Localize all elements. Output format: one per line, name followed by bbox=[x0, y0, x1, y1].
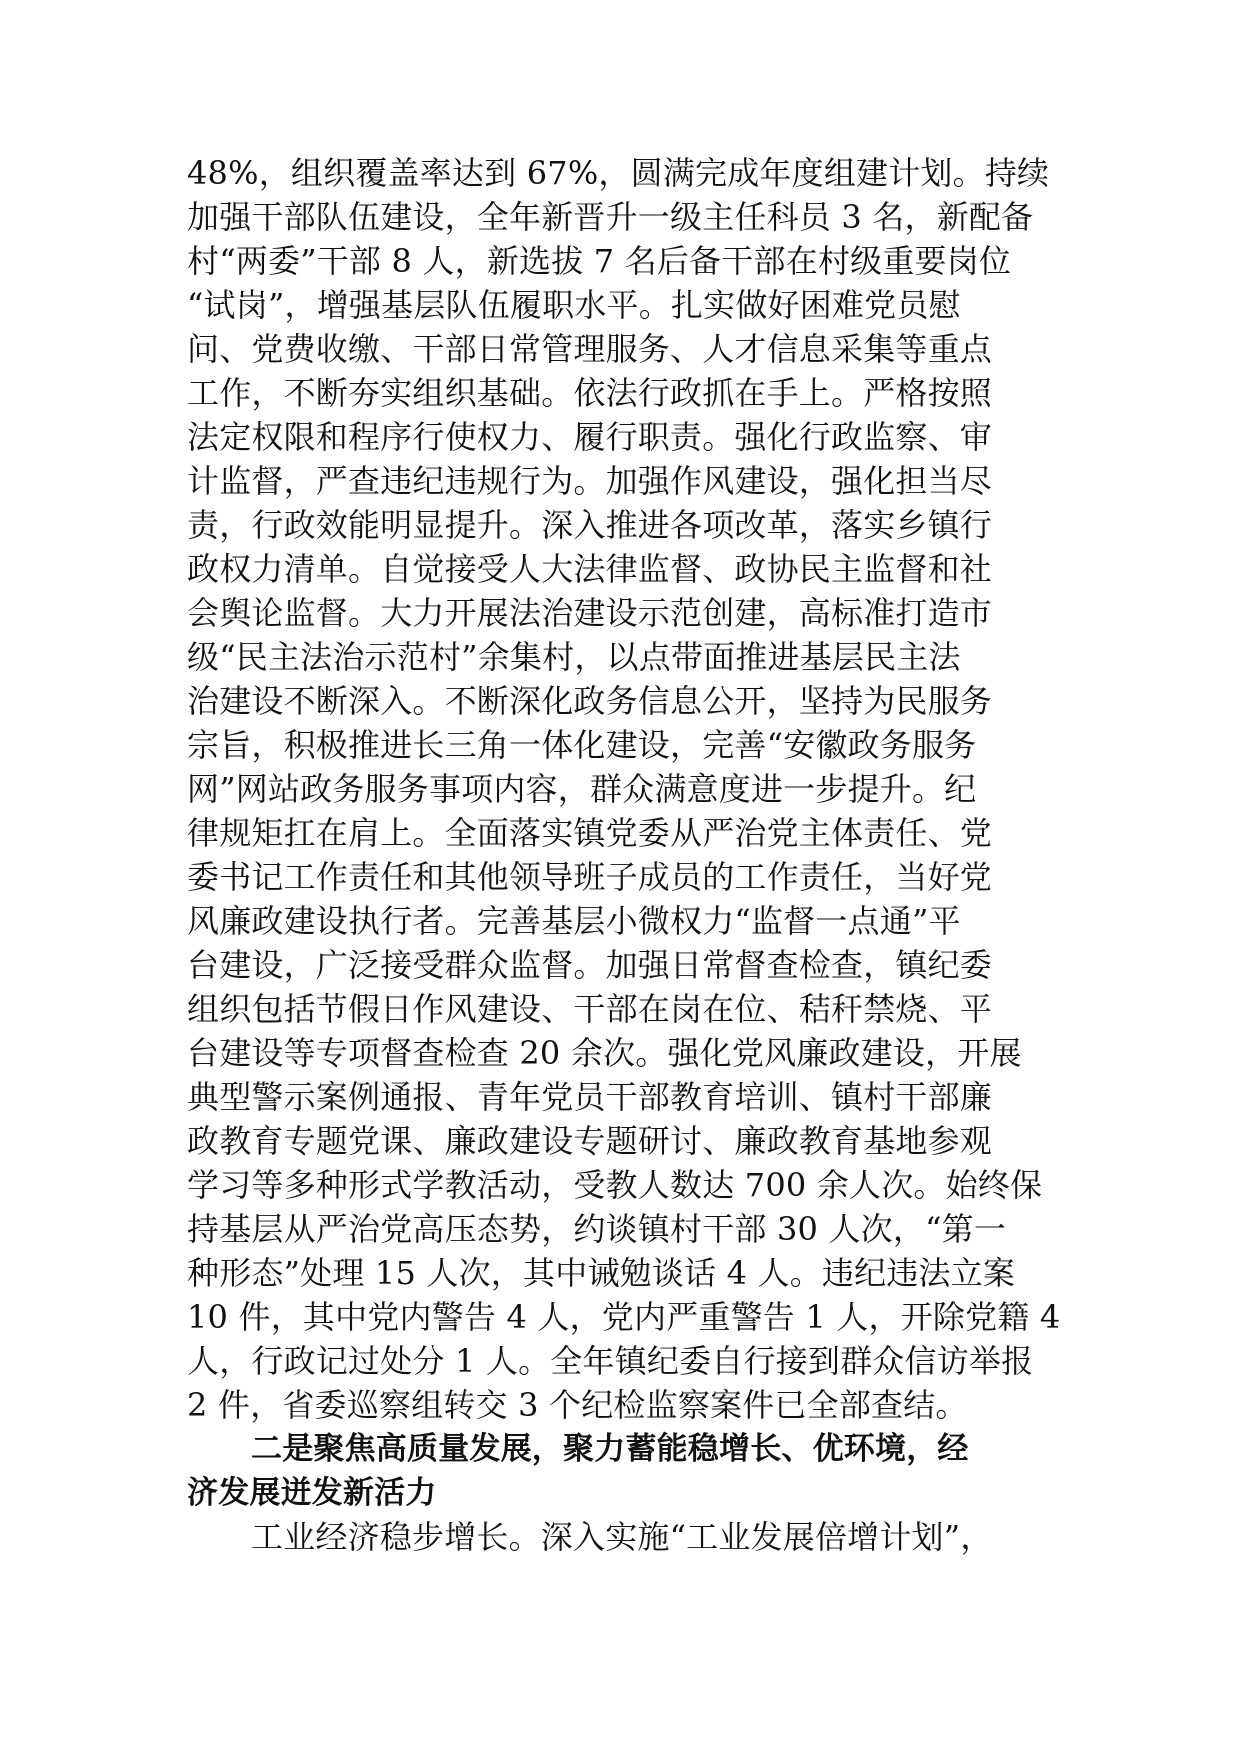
text-line: 风廉政建设执行者。完善基层小微权力“监督一点通”平 bbox=[187, 902, 961, 940]
text-line: 村“两委”干部 8 人，新选拔 7 名后备干部在村级重要岗位 bbox=[187, 242, 1012, 280]
text-line: 典型警示案例通报、青年党员干部教育培训、镇村干部廉 bbox=[187, 1078, 993, 1116]
text-line: 政权力清单。自觉接受人大法律监督、政协民主监督和社 bbox=[187, 550, 993, 588]
text-line: 计监督，严查违纪违规行为。加强作风建设，强化担当尽 bbox=[187, 462, 993, 500]
text-line: 加强干部队伍建设，全年新晋升一级主任科员 3 名，新配备 bbox=[187, 198, 1034, 236]
section-heading: 济发展迸发新活力 bbox=[187, 1475, 437, 1511]
text-line: 会舆论监督。大力开展法治建设示范创建，高标准打造市 bbox=[187, 594, 993, 632]
text-line: 治建设不断深入。不断深化政务信息公开，坚持为民服务 bbox=[187, 682, 993, 720]
text-line: 组织包括节假日作风建设、干部在岗在位、秸秆禁烧、平 bbox=[187, 990, 993, 1028]
text-line: 委书记工作责任和其他领导班子成员的工作责任，当好党 bbox=[187, 858, 993, 896]
text-line: 台建设，广泛接受群众监督。加强日常督查检查，镇纪委 bbox=[187, 946, 993, 984]
text-line: 网”网站政务服务事项内容，群众满意度进一步提升。纪 bbox=[187, 770, 977, 808]
paragraph-start-line: 工业经济稳步增长。深入实施“工业发展倍增计划”， bbox=[251, 1518, 993, 1556]
text-line: 责，行政效能明显提升。深入推进各项改革，落实乡镇行 bbox=[187, 506, 993, 544]
text-line: 问、党费收缴、干部日常管理服务、人才信息采集等重点 bbox=[187, 330, 993, 368]
body-text bbox=[187, 151, 1067, 1559]
text-line: 持基层从严治党高压态势，约谈镇村干部 30 人次，“第一 bbox=[187, 1210, 1007, 1248]
text-line: 政教育专题党课、廉政建设专题研讨、廉政教育基地参观 bbox=[187, 1122, 993, 1160]
text-line: 48%，组织覆盖率达到 67%，圆满完成年度组建计划。持续 bbox=[187, 154, 1050, 192]
text-line: 人，行政记过处分 1 人。全年镇纪委自行接到群众信访举报 bbox=[187, 1342, 1034, 1380]
text-line: 宗旨，积极推进长三角一体化建设，完善“安徽政务服务 bbox=[187, 726, 977, 764]
text-line: 学习等多种形式学教活动，受教人数达 700 余人次。始终保 bbox=[187, 1166, 1043, 1204]
text-line: “试岗”，增强基层队伍履职水平。扎实做好困难党员慰 bbox=[187, 286, 961, 324]
text-line: 律规矩扛在肩上。全面落实镇党委从严治党主体责任、党 bbox=[187, 814, 993, 852]
text-line: 台建设等专项督查检查 20 余次。强化党风廉政建设，开展 bbox=[187, 1034, 1022, 1072]
text-line: 工作，不断夯实组织基础。依法行政抓在手上。严格按照 bbox=[187, 374, 993, 412]
text-line: 2 件，省委巡察组转交 3 个纪检监察案件已全部查结。 bbox=[187, 1386, 968, 1424]
text-line: 法定权限和程序行使权力、履行职责。强化行政监察、审 bbox=[187, 418, 993, 456]
text-line: 种形态”处理 15 人次，其中诫勉谈话 4 人。违纪违法立案 bbox=[187, 1254, 1016, 1292]
text-line: 10 件，其中党内警告 4 人，党内严重警告 1 人，开除党籍 4 bbox=[187, 1298, 1061, 1336]
text-line: 级“民主法治示范村”余集村，以点带面推进基层民主法 bbox=[187, 638, 961, 676]
section-heading: 二是聚焦高质量发展，聚力蓄能稳增长、优环境，经 bbox=[251, 1431, 969, 1467]
